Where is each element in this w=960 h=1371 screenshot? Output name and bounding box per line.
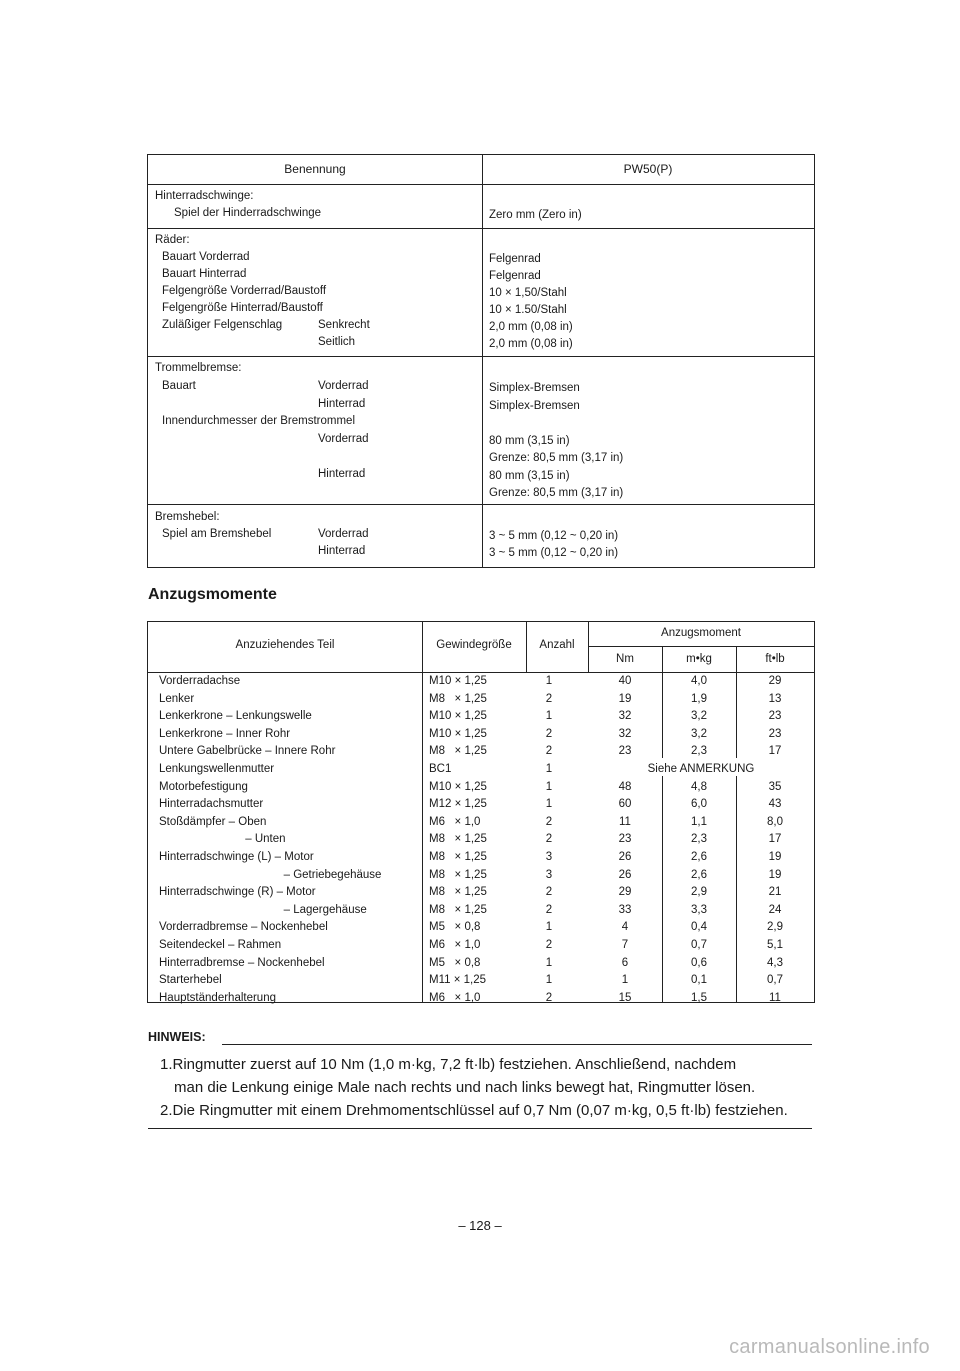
row-ftlb: 13 [768,692,782,705]
row-part: – Getriebegehäuse [159,868,382,881]
row-thread: M12 × 1,25 [429,798,487,811]
swing-value: Zero mm (Zero in) [489,209,582,221]
row-ftlb: 17 [768,833,782,846]
row-thread: M6 × 1,0 [429,991,481,1004]
row-qty: 1 [545,762,553,775]
row-ftlb: 23 [768,710,782,723]
header-nm: Nm [616,653,634,665]
table-row [148,709,814,727]
row-nm: 32 [618,710,632,723]
row-qty: 1 [545,710,553,723]
row-nm: 26 [618,868,632,881]
row-mkg: 1,5 [691,991,707,1004]
row-ftlb: 4,3 [767,956,783,969]
row-thread: M6 × 1,0 [429,815,481,828]
row-part: Hinterradbremse – Nockenhebel [159,956,325,969]
row-thread: M8 × 1,25 [429,868,487,881]
row-qty: 2 [545,745,553,758]
row-nm: 48 [618,780,632,793]
row-nm: 4 [621,921,629,934]
wheels-label: Felgengröße Vorderrad/Baustoff [162,285,327,297]
row-part: Lenkerkrone – Inner Rohr [159,727,291,740]
row-mkg: 0,1 [691,974,707,987]
drum-type-front-value: Simplex-Bremsen [489,382,580,394]
drum-front-label: Vorderrad [318,433,369,445]
row-ftlb: 43 [768,798,782,811]
row-thread: M8 × 1,25 [429,833,487,846]
table-row [148,991,814,1009]
row-part: – Lagergehäuse [159,903,367,916]
drum-diameter-front-limit: Grenze: 80,5 mm (3,17 in) [489,452,624,464]
spec-row-divider [148,228,814,229]
drum-rear-label: Hinterrad [318,468,366,480]
row-mkg: 2,3 [691,833,707,846]
row-part: – Unten [159,833,286,846]
wheels-value: 2,0 mm (0,08 in) [489,321,573,333]
note-rule-top [222,1044,812,1045]
table-row [148,850,814,868]
row-thread: M6 × 1,0 [429,938,481,951]
table-row [148,744,814,762]
torque-table [147,621,815,1003]
row-qty: 2 [545,833,553,846]
row-nm: 23 [618,833,632,846]
row-part: Starterhebel [159,974,222,987]
row-ftlb: 19 [768,850,782,863]
page-number: – 128 – [458,1218,502,1233]
row-nm: 11 [619,815,631,828]
row-thread: M8 × 1,25 [429,850,487,863]
row-mkg: 2,9 [691,886,707,899]
row-part: Vorderradachse [159,675,241,687]
row-qty: 2 [545,938,553,951]
row-thread: M10 × 1,25 [429,710,487,723]
note-line: 2.Die Ringmutter mit einem Drehmomentschlüssel auf 0,7 Nm (0,07 m·kg, 0,5 ft·lb) festziehen. [160,1102,788,1119]
header-thread: Gewindegröße [436,639,512,651]
table-row [148,832,814,850]
row-mkg: 3,3 [691,903,707,916]
table-row [148,920,814,938]
row-part: Motorbefestigung [159,780,248,793]
row-part: Vorderradbremse – Nockenhebel [159,921,328,934]
table-row [148,868,814,886]
row-ftlb: 11 [769,991,781,1004]
row-qty: 1 [545,974,553,987]
row-nm: 23 [618,745,632,758]
note-label: HINWEIS: [148,1030,206,1044]
row-thread: M10 × 1,25 [429,675,487,687]
wheels-value: Felgenrad [489,253,541,265]
row-mkg: 3,2 [691,710,707,723]
lever-title: Bremshebel: [155,511,220,523]
row-thread: M5 × 0,8 [429,956,481,969]
row-ftlb: 0,7 [767,974,783,987]
row-thread: M11 × 1,25 [429,974,487,987]
row-mkg: 4,0 [691,675,707,687]
drum-rear-label: Hinterrad [318,398,366,410]
row-note: Siehe ANMERKUNG [588,764,814,776]
header-part: Anzuziehendes Teil [235,639,335,651]
drum-diameter-label: Innendurchmesser der Bremstrommel [162,415,356,427]
drum-type-rear-value: Simplex-Bremsen [489,400,580,412]
row-ftlb: 2,9 [767,921,783,934]
row-nm: 26 [618,850,632,863]
wheels-label: Bauart Hinterrad [162,268,247,280]
row-part: Hinterradachsmutter [159,798,264,811]
row-nm: 19 [618,692,632,705]
row-part: Hinterradschwinge (L) – Motor [159,850,314,863]
row-mkg: 1,1 [691,815,707,828]
row-qty: 2 [545,727,553,740]
wheels-label: Felgengröße Hinterrad/Baustoff [162,302,323,314]
row-mkg: 3,2 [691,727,707,740]
row-ftlb: 35 [768,780,782,793]
row-mkg: 2,6 [691,868,707,881]
drum-title: Trommelbremse: [155,362,242,374]
row-thread: M8 × 1,25 [429,745,487,758]
row-thread: M8 × 1,25 [429,903,487,916]
torque-rows [148,672,814,1008]
table-row [148,815,814,833]
drum-diameter-front-value: 80 mm (3,15 in) [489,435,570,447]
row-nm: 29 [618,886,632,899]
row-mkg: 6,0 [691,798,707,811]
wheels-value: Felgenrad [489,270,541,282]
swing-title: Hinterradschwinge: [155,190,254,202]
row-mkg: 0,4 [691,921,707,934]
row-nm: 33 [618,903,632,916]
lever-label: Spiel am Bremshebel [162,528,272,540]
drum-diameter-rear-limit: Grenze: 80,5 mm (3,17 in) [489,487,624,499]
drum-front-label: Vorderrad [318,380,369,392]
row-part: Seitendeckel – Rahmen [159,938,282,951]
lever-front-label: Vorderrad [318,528,369,540]
row-part: Stoßdämpfer – Oben [159,815,267,828]
row-nm: 7 [621,938,629,951]
note-line: 1.Ringmutter zuerst auf 10 Nm (1,0 m·kg, 7,2 ft·lb) festziehen. Anschließend, nachdem [160,1056,737,1073]
row-ftlb: 8,0 [767,815,783,828]
row-thread: M8 × 1,25 [429,692,487,705]
wheels-label: Bauart Vorderrad [162,251,250,263]
row-mkg: 4,8 [691,780,707,793]
row-qty: 1 [545,675,553,687]
table-row [148,780,814,798]
row-mkg: 2,6 [691,850,707,863]
row-part: Untere Gabelbrücke – Innere Rohr [159,745,336,758]
row-nm: 1 [621,974,629,987]
row-nm: 32 [618,727,632,740]
row-qty: 1 [545,780,553,793]
row-thread: M10 × 1,25 [429,780,487,793]
wheels-value: 10 × 1.50/Stahl [489,304,567,316]
spec-header-name: Benennung [284,162,346,176]
row-qty: 2 [545,815,553,828]
row-qty: 2 [545,886,553,899]
note-line: man die Lenkung einige Male nach rechts und nach links bewegt hat, Ringmutter lösen. [174,1079,756,1096]
row-part: Hauptständerhalterung [159,991,276,1004]
wheels-sub-label: Seitlich [318,336,356,348]
row-nm: 6 [621,956,629,969]
table-row [148,903,814,921]
table-row [148,692,814,710]
row-mkg: 0,7 [691,938,707,951]
row-ftlb: 17 [768,745,782,758]
row-ftlb: 5,1 [767,938,783,951]
wheels-label: Zuläßiger Felgenschlag [162,319,283,331]
row-qty: 1 [545,956,553,969]
drum-diameter-rear-value: 80 mm (3,15 in) [489,470,570,482]
row-part: Lenkerkrone – Lenkungswelle [159,710,312,723]
row-part: Hinterradschwinge (R) – Motor [159,886,316,899]
row-part: Lenkungswellenmutter [159,762,275,775]
row-qty: 3 [545,868,553,881]
row-qty: 2 [545,903,553,916]
wheels-value: 2,0 mm (0,08 in) [489,338,573,350]
table-row [148,973,814,991]
row-part: Lenker [159,692,195,705]
row-mkg: 0,6 [691,956,707,969]
table-row [148,727,814,745]
table-row [148,938,814,956]
note-rule-bottom [148,1128,812,1129]
lever-rear-label: Hinterrad [318,545,366,557]
row-qty: 2 [545,692,553,705]
row-qty: 1 [545,798,553,811]
row-ftlb: 19 [768,868,782,881]
row-thread: M5 × 0,8 [429,921,481,934]
header-qty: Anzahl [539,639,575,651]
row-ftlb: 29 [768,675,782,687]
section-title: Anzugsmomente [148,586,277,603]
lever-rear-value: 3 ~ 5 mm (0,12 ~ 0,20 in) [489,547,619,559]
row-nm: 15 [618,991,632,1004]
row-ftlb: 23 [768,727,782,740]
spec-row-divider [148,356,814,357]
swing-label: Spiel der Hinderradschwinge [174,207,322,219]
table-row [148,762,814,780]
table-row [148,885,814,903]
row-nm: 40 [618,675,632,687]
table-row [148,797,814,815]
drum-type-label: Bauart [162,380,196,392]
wheels-value: 10 × 1,50/Stahl [489,287,567,299]
table-row [148,956,814,974]
row-qty: 1 [545,921,553,934]
row-ftlb: 21 [768,886,782,899]
row-nm: 60 [618,798,632,811]
row-thread: M8 × 1,25 [429,886,487,899]
wheels-title: Räder: [155,234,190,246]
torque-header-subdivider [588,646,814,647]
table-row [148,674,814,692]
header-mkg: m•kg [686,653,712,665]
row-thread: M10 × 1,25 [429,727,487,740]
row-thread: BC1 [429,762,452,775]
spec-header-divider [148,184,814,185]
watermark: carmanualsonline.info [729,1336,930,1358]
row-mkg: 1,9 [691,692,707,705]
spec-row-divider [148,504,814,505]
row-qty: 2 [545,991,553,1004]
row-ftlb: 24 [768,903,782,916]
row-mkg: 2,3 [691,745,707,758]
lever-front-value: 3 ~ 5 mm (0,12 ~ 0,20 in) [489,530,619,542]
header-ftlb: ft•lb [765,653,785,665]
wheels-sub-label: Senkrecht [318,319,370,331]
row-qty: 3 [545,850,553,863]
header-torque: Anzugsmoment [661,627,741,639]
spec-table [147,154,815,568]
spec-header-value: PW50(P) [623,162,673,176]
spec-column-divider [482,155,483,567]
